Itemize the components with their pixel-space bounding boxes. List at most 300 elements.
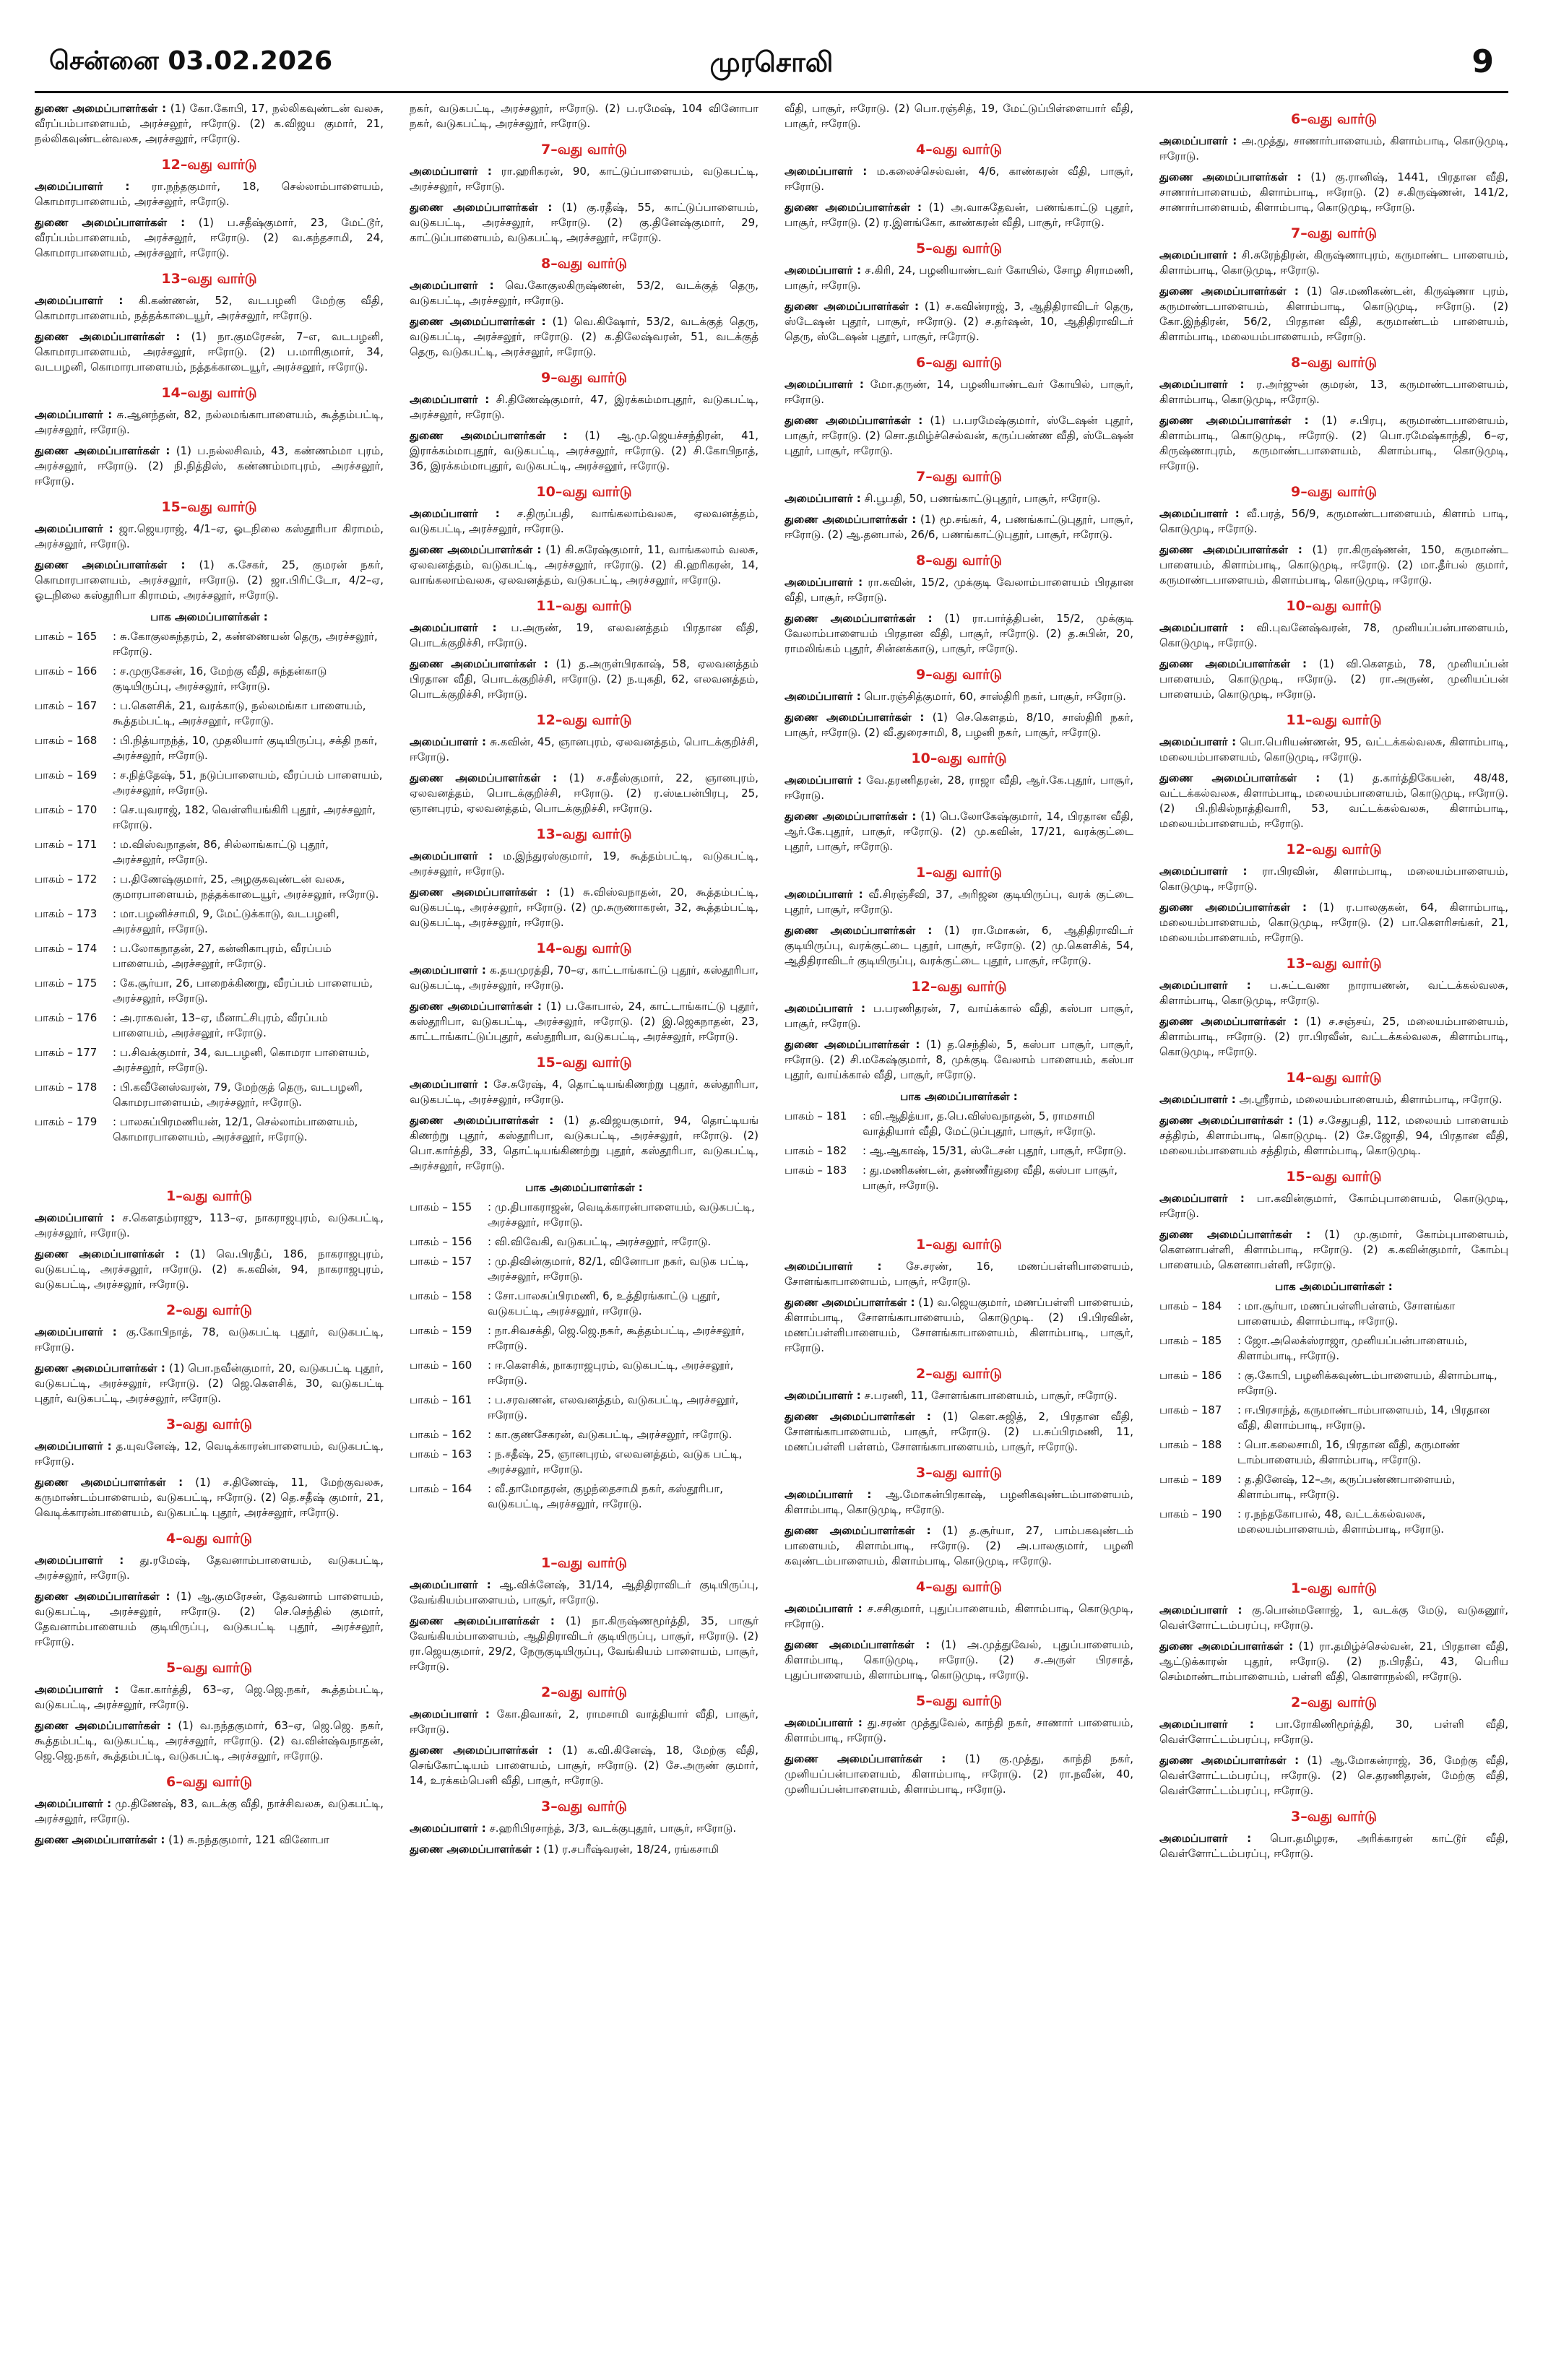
- entry-paragraph: [1159, 620, 1508, 651]
- booth-organiser: : ஆ.ஆகாஷ், 15/31, ஸ்டேசன் புதூர், பாசூர், ஈரோடு.: [863, 1144, 1127, 1157]
- booth-number: பாகம் – 165: [35, 630, 98, 643]
- booth-number: பாகம் – 171: [35, 838, 98, 851]
- role-label: அமைப்பாளர் :: [35, 1211, 116, 1224]
- booth-row: [1159, 1299, 1508, 1329]
- ward-heading: 6–வது வார்டு: [166, 1774, 252, 1790]
- booth-number: பாகம் – 158: [410, 1289, 472, 1302]
- booth-number: பாகம் – 170: [35, 803, 98, 816]
- role-label: அமைப்பாளர் :: [35, 1797, 112, 1810]
- role-label: துணை அமைப்பாளர்கள் :: [785, 1296, 915, 1309]
- role-label: அமைப்பாளர் :: [410, 735, 487, 748]
- section-gap: [1159, 1541, 1508, 1570]
- booth-organiser: : பி.நித்யாநந்த், 10, முதலியார் குடியிருப்பு, சக்தி நகர், அரச்சலூர், ஈரோடு.: [113, 734, 378, 762]
- role-label: துணை அமைப்பாளர்கள் :: [785, 924, 933, 937]
- entry-text: கு.கோபிநாத், 78, வடுகபட்டி புதூர், வடுகபட்டி, ஈரோடு.: [35, 1325, 384, 1354]
- booth-organiser: : கே.சூர்யா, 26, பாறைக்கிணறு, வீரப்பம் பாளையம், அரச்சலூர், ஈரோடு.: [113, 977, 373, 1005]
- entry-paragraph: [35, 1832, 384, 1848]
- entry-text: (1) த.அருள்பிரகாஷ், 58, ஏலவனத்தம் பிரதான வீதி, பொடக்குறிச்சி, ஈரோடு. (2) ந.யுகதி, 62, எலவனத்தம், பொடக்குறிச்சி, ஈரோடு.: [410, 657, 758, 701]
- booth-organiser: : ஈ.கௌசிக், நாகராஜபுரம், வடுகபட்டி, அரச்சலூர், ஈரோடு.: [488, 1359, 734, 1387]
- booth-organiser: : கா.குணசேகரன், வடுகபட்டி, அரச்சலூர், ஈரோடு.: [488, 1428, 732, 1441]
- entry-text: (1) மூ.சங்கர், 4, பணங்காட்டுபுதூர், பாசூர், ஈரோடு. (2) ஆ.தனபால், 26/6, பணங்காட்டுபுதூர், பாசூர், ஈரோடு.: [785, 513, 1133, 541]
- entry-paragraph: [785, 263, 1133, 293]
- role-label: துணை அமைப்பாளர்கள் :: [785, 1638, 930, 1651]
- role-label: துணை அமைப்பாளர்கள் :: [35, 1833, 165, 1846]
- entry-paragraph: [410, 278, 758, 308]
- role-label: அமைப்பாளர் :: [1159, 1718, 1254, 1731]
- entry-text: (1) பெ.லோகேஷ்குமார், 14, பிரதான வீதி, ஆர்.கே.புதூர், பாசூர், ஈரோடு. (2) மு.கவின், 17/21, வரக்குட்டை புதூர், பாசூர், ஈரோடு.: [785, 810, 1133, 853]
- section-subheading: பாக அமைப்பாளர்கள் :: [900, 1090, 1018, 1103]
- role-label: அமைப்பாளர் :: [1159, 507, 1240, 520]
- role-label: துணை அமைப்பாளர்கள் :: [1159, 1228, 1311, 1241]
- entry-text: சே.சரண், 16, மணப்பள்ளிபாளையம், சோளங்காபாளையம், பாசூர், ஈரோடு.: [785, 1260, 1133, 1288]
- entry-text: (1) ப.நல்லசிவம், 43, கண்ணம்மா புரம், அரச்சலூர், ஈரோடு. (2) நி.நித்திஸ், கண்ணம்மாபுரம், அரச்சலூர், ஈரோடு.: [35, 444, 384, 488]
- entry-paragraph: [35, 407, 384, 438]
- role-label: அமைப்பாளர் :: [785, 888, 863, 901]
- entry-paragraph: [785, 1601, 1133, 1632]
- role-label: அமைப்பாளர் :: [1159, 1192, 1245, 1205]
- entry-paragraph: [35, 1718, 384, 1764]
- booth-number: பாகம் – 175: [35, 977, 98, 990]
- entry-paragraph: [785, 512, 1133, 542]
- role-label: துணை அமைப்பாளர்கள் :: [1159, 771, 1321, 784]
- booth-number: பாகம் – 166: [35, 665, 98, 678]
- entry-text: கி.கண்ணன், 52, வடபழனி மேற்கு வீதி, கொமாரபாளையம், நத்தக்காடையூர், அரச்சலூர், ஈரோடு.: [35, 294, 384, 322]
- ward-heading: 10–வது வார்டு: [1286, 598, 1382, 614]
- ward-heading: 11–வது வார்டு: [536, 598, 632, 614]
- role-label: துணை அமைப்பாளர்கள் :: [35, 1719, 172, 1732]
- ward-heading: 9–வது வார்டு: [541, 370, 627, 386]
- booth-organiser: : ம.விஸ்வநாதன், 86, சில்லாங்காட்டு புதூர், அரச்சலூர், ஈரோடு.: [113, 838, 329, 866]
- entry-text: (1) ச.சஞ்சய், 25, மலையம்பாளையம், கிளாம்பாடி, ஈரோடு. (2) ரா.பிரவீன், வட்டக்கல்வலசு, கிளாம்பாடி, கொடுமுடி, ஈரோடு.: [1159, 1015, 1508, 1058]
- role-label: துணை அமைப்பாளர்கள் :: [1159, 543, 1302, 556]
- entry-paragraph: [1159, 413, 1508, 474]
- entry-text: ரா.ஹரிகரன், 90, காட்டுப்பாளையம், வடுகபட்டி, அரச்சலூர், ஈரோடு.: [410, 165, 758, 193]
- ward-heading: 8–வது வார்டு: [541, 256, 627, 272]
- entry-paragraph: [785, 1001, 1133, 1031]
- ward-heading: 14–வது வார்டு: [161, 385, 257, 401]
- role-label: துணை அமைப்பாளர்கள் :: [785, 612, 933, 625]
- entry-paragraph: [1159, 506, 1508, 537]
- booth-number: பாகம் – 177: [35, 1046, 98, 1059]
- role-label: துணை அமைப்பாளர்கள் :: [35, 1590, 170, 1603]
- booth-organiser: : பி.கவீனேஸ்வரன், 79, மேற்குத் தெரு, வடபழனி, கொமரபாளையம், அரச்சலூர், ஈரோடு.: [113, 1081, 363, 1109]
- role-label: துணை அமைப்பாளர்கள் :: [410, 543, 542, 556]
- role-label: துணை அமைப்பாளர்கள் :: [785, 1410, 931, 1423]
- ward-heading: 12–வது வார்டு: [911, 979, 1007, 995]
- role-label: துணை அமைப்பாளர்கள் :: [1159, 285, 1299, 298]
- entry-paragraph: [785, 710, 1133, 740]
- entry-text: (1) த.செந்தில், 5, கஸ்பா பாசூர், பாசூர், ஈரோடு. (2) சி.மகேஷ்குமார், 8, முக்குடி வேலாம் பாளையம், கஸ்பா புதூர், வாய்க்கால் வீதி, பாசூர், ஈரோடு.: [785, 1038, 1133, 1081]
- booth-organiser: : ப.திணேஷ்குமார், 25, அழகுகவுண்டன் வலசு, குமாரபாளையம், நத்தக்காடையூர், அரச்சலூர், ஈரோடு.: [113, 873, 379, 901]
- entry-text: கோ.கார்த்தி, 63–ஏ, ஜெ.ஜெ.நகர், கூத்தம்பட்டி, வடுகபட்டி, அரச்சலூர், ஈரோடு.: [35, 1683, 384, 1711]
- booth-organiser: : ப.சரவணன், எலவனத்தம், வடுகபட்டி, அரச்சலூர், ஈரோடு.: [488, 1393, 739, 1421]
- role-label: துணை அமைப்பாளர்கள் :: [785, 513, 917, 526]
- role-label: அமைப்பாளர் :: [785, 774, 862, 787]
- section-subheading: பாக அமைப்பாளர்கள் :: [1275, 1280, 1393, 1293]
- entry-paragraph: [785, 1388, 1133, 1403]
- entry-paragraph: [1159, 978, 1508, 1008]
- role-label: அமைப்பாளர் :: [785, 576, 863, 589]
- role-label: அமைப்பாளர் :: [35, 1683, 119, 1696]
- entry-text: (1) நா.கிருஷ்ணமூர்த்தி, 35, பாசூர் வேங்கியம்பாளையம், ஆதிதிராவிடர் குடியிருப்பு, பாசூர், ஈரோடு. (2) ரா.ஜெயகுமார், 29/2, நேருகுடியிருப்பு, வேங்கியம் பாளையம், பாசூர், ஈரோடு.: [410, 1614, 758, 1673]
- ward-heading: 4–வது வார்டு: [916, 1579, 1002, 1595]
- ward-heading: 1–வது வார்டு: [916, 865, 1002, 880]
- entry-paragraph: [1159, 864, 1508, 894]
- role-label: துணை அமைப்பாளர்கள் :: [1159, 657, 1307, 670]
- ward-heading: 15–வது வார்டு: [536, 1055, 632, 1070]
- role-label: அமைப்பாளர் :: [35, 408, 113, 421]
- ward-heading: 12–வது வார்டு: [161, 157, 257, 173]
- entry-paragraph: [785, 377, 1133, 407]
- booth-row: [35, 664, 384, 694]
- booth-number: பாகம் – 159: [410, 1324, 472, 1337]
- entry-paragraph: [35, 1211, 384, 1241]
- column-1: [35, 101, 384, 2326]
- booth-row: [410, 1447, 758, 1477]
- role-label: அமைப்பாளர் :: [785, 378, 864, 391]
- booth-organiser: : செ.யுவராஜ், 182, வெள்ளியங்கிரி புதூர், அரச்சலூர், ஈரோடு.: [113, 803, 376, 831]
- booth-number: பாகம் – 155: [410, 1200, 472, 1213]
- booth-number: பாகம் – 181: [785, 1109, 847, 1122]
- booth-row: [35, 906, 384, 937]
- entry-text: (1) கௌ.சுஜித், 2, பிரதான வீதி, சோளங்காபாளையம், பாசூர், ஈரோடு. (2) ப.சுப்பிரமணி, 11, மணப்பள்ளி பள்ளம், சோளங்காபாளையம், பாசூர், ஈரோடு.: [785, 1410, 1133, 1453]
- entry-text: ஜா.ஜெயராஜ், 4/1–ஏ, ஓடநிலை கஸ்தூரிபா கிராமம், அரச்சலூர், ஈரோடு.: [35, 522, 384, 550]
- entry-paragraph: [35, 1439, 384, 1469]
- booth-row: [35, 1080, 384, 1110]
- booth-number: பாகம் – 189: [1159, 1473, 1222, 1486]
- role-label: துணை அமைப்பாளர்கள் :: [785, 1038, 920, 1051]
- role-label: துணை அமைப்பாளர்கள் :: [1159, 901, 1307, 914]
- booth-row: [785, 1163, 1133, 1193]
- role-label: துணை அமைப்பாளர்கள் :: [35, 1247, 180, 1260]
- role-label: அமைப்பாளர் :: [35, 294, 124, 307]
- role-label: துணை அமைப்பாளர்கள் :: [785, 810, 917, 823]
- ward-heading: 3–வது வார்டு: [916, 1465, 1002, 1481]
- role-label: அமைப்பாளர் :: [35, 1440, 112, 1453]
- booth-organiser: : மா.பழனிச்சாமி, 9, மேட்டுக்காடு, வடபழனி, அரச்சலூர், ஈரோடு.: [113, 907, 340, 935]
- ward-heading: 11–வது வார்டு: [1286, 712, 1382, 728]
- entry-paragraph: [410, 542, 758, 588]
- booth-organiser: : ந.சதீஷ், 25, ஞானபுரம், எலவனத்தம், வடுக பட்டி, அரச்சலூர், ஈரோடு.: [488, 1448, 743, 1476]
- role-label: அமைப்பாளர் :: [35, 180, 130, 193]
- entry-text: (1) செ.கௌதம், 8/10, சாஸ்திரி நகர், பாசூர், ஈரோடு. (2) வீ.துரைசாமி, 8, பழனி நகர், பாசூர், ஈரோடு.: [785, 711, 1133, 739]
- entry-paragraph: [785, 1715, 1133, 1746]
- booth-number: பாகம் – 184: [1159, 1299, 1222, 1312]
- role-label: துணை அமைப்பாளர்கள் :: [410, 201, 553, 214]
- entry-text: (1) ப.பரமேஷ்குமார், ஸ்டேஷன் புதூர், பாசூர், ஈரோடு. (2) சொ.தமிழ்ச்செல்வன், கருப்பண்ண வீதி, ஸ்டேஷன் புதூர், பாசூர், ஈரோடு.: [785, 414, 1133, 457]
- ward-heading: 12–வது வார்டு: [1286, 841, 1382, 857]
- entry-paragraph: [410, 200, 758, 246]
- entry-text: (1) ச.பிரபு, கருமாண்டபாளையம், கிளாம்பாடி, கொடுமுடி, ஈரோடு. (2) பொ.ரமேஷ்காந்தி, 6–ஏ, கிருஷ்ணாபுரம், கருமாண்டபாளையம், கிளாம்பாடி, கொடுமுடி, ஈரோடு.: [1159, 414, 1508, 472]
- ward-heading: 9–வது வார்டு: [916, 667, 1002, 683]
- entry-paragraph: [1159, 248, 1508, 278]
- role-label: துணை அமைப்பாளர்கள் :: [410, 1000, 542, 1013]
- ward-heading: 2–வது வார்டு: [1291, 1695, 1377, 1710]
- page-number: 9: [1471, 43, 1494, 80]
- entry-paragraph: [1159, 284, 1508, 345]
- ward-heading: 3–வது வார்டு: [541, 1799, 627, 1814]
- entry-paragraph: [785, 1259, 1133, 1289]
- entry-paragraph: [410, 314, 758, 360]
- entry-text: (1) ப.சதீஷ்குமார், 23, மேட்டூர், வீரப்பம்பாளையம், அரச்சலூர், ஈரோடு. (2) வ.கந்தசாமி, 24, கொமாரபாளையம், அரச்சலூர், ஈரோடு.: [35, 216, 384, 259]
- entry-text: நகர், வடுகபட்டி, அரச்சலூர், ஈரோடு. (2) ப.ரமேஷ், 104 வினோபா நகர், வடுகபட்டி, அரச்சலூர், ஈரோடு.: [410, 102, 758, 130]
- entry-paragraph: [35, 1361, 384, 1406]
- booth-row: [35, 802, 384, 833]
- entry-paragraph: [1159, 134, 1508, 164]
- booth-organiser: : வீ.தாமோதரன், குழந்தைசாமி நகர், கஸ்தூரிபா, வடுகபட்டி, அரச்சலூர், ஈரோடு.: [488, 1482, 723, 1510]
- entry-paragraph: [410, 428, 758, 474]
- entry-text: அ.முத்து, சாணார்பாளையம், கிளாம்பாடி, கொடுமுடி, ஈரோடு.: [1159, 134, 1508, 163]
- role-label: துணை அமைப்பாளர்கள் :: [410, 315, 546, 328]
- entry-paragraph: [35, 215, 384, 261]
- entry-text: ரா.பிரவின், கிளாம்பாடி, மலையம்பாளையம், கொடுமுடி, ஈரோடு.: [1159, 865, 1508, 893]
- entry-paragraph: [410, 849, 758, 879]
- entry-text: (1) மு.குமார், கோம்புபாளையம், கௌனாபள்ளி, கிளாம்பாடி, ஈரோடு. (2) க.கவின்குமார், கோம்பு பாளையம், கௌனாபள்ளி, ஈரோடு.: [1159, 1228, 1508, 1271]
- entry-paragraph: [1159, 1831, 1508, 1861]
- entry-text: (1) சு.நந்தகுமார், 121 வினோபா: [168, 1833, 329, 1846]
- ward-heading: 13–வது வார்டு: [161, 271, 257, 287]
- entry-paragraph: [35, 558, 384, 603]
- booth-organiser: : ர.நந்தகோபால், 48, வட்டக்கல்வலசு, மலையம்பாளையம், கிளாம்பாடி, ஈரோடு.: [1237, 1507, 1445, 1536]
- booth-organiser: : ஜோ.அலெக்ஸ்ராஜா, முனியப்பன்பாளையம், கிளாம்பாடி, ஈரோடு.: [1237, 1334, 1468, 1362]
- ward-heading: 13–வது வார்டு: [536, 826, 632, 842]
- role-label: அமைப்பாளர் :: [410, 964, 486, 977]
- booth-row: [1159, 1437, 1508, 1468]
- entry-paragraph: [785, 164, 1133, 194]
- ward-heading: 1–வது வார்டு: [1291, 1580, 1377, 1596]
- role-label: துணை அமைப்பாளர்கள் :: [1159, 1114, 1293, 1127]
- entry-paragraph: [1159, 1191, 1508, 1221]
- entry-paragraph: [410, 1614, 758, 1674]
- booth-row: [35, 837, 384, 867]
- column-4: [1159, 101, 1508, 2326]
- booth-organiser: : ப.கௌசிக், 21, வரக்காடு, நல்லமங்கா பாளையம், கூத்தம்பட்டி, அரச்சலூர், ஈரோடு.: [113, 699, 366, 727]
- booth-organiser: : நா.சிவசக்தி, ஜெ.ஜெ.நகர், கூத்தம்பட்டி, அரச்சலூர், ஈரோடு.: [488, 1324, 745, 1352]
- booth-row: [35, 872, 384, 902]
- booth-organiser: : சு.கோகுலசுந்தரம், 2, கண்ணையன் தெரு, அரச்சலூர், ஈரோடு.: [113, 630, 378, 658]
- entry-text: ம.இந்துரஸ்குமார், 19, கூத்தம்பட்டி, வடுகபட்டி, அரச்சலூர், ஈரோடு.: [410, 849, 758, 878]
- entry-paragraph: [35, 179, 384, 209]
- booth-number: பாகம் – 162: [410, 1428, 472, 1441]
- booth-number: பாகம் – 173: [35, 907, 98, 920]
- booth-organiser: : ச.முருகேசன், 16, மேற்கு வீதி, சுந்தன்காடு குடியிருப்பு, அரச்சலூர், ஈரோடு.: [113, 665, 327, 693]
- booth-organiser: : து.மணிகண்டன், தண்ணீர்துரை வீதி, கஸ்பா பாசூர், பாசூர், ஈரோடு.: [863, 1164, 1118, 1192]
- ward-heading: 2–வது வார்டு: [541, 1684, 627, 1700]
- entry-paragraph: [785, 1752, 1133, 1797]
- entry-text: (1) சு.விஸ்வநாதன், 20, கூத்தம்பட்டி, வடுகபட்டி, அரச்சலூர், ஈரோடு. (2) மு.சுருணாகரன், 32, கூத்தம்பட்டி, வடுகபட்டி, அரச்சலூர், ஈரோடு.: [410, 886, 758, 929]
- entry-text: மோ.தருண், 14, பழனியாண்டவர் கோயில், பாசூர், ஈரோடு.: [785, 378, 1133, 406]
- booth-number: பாகம் – 179: [35, 1115, 98, 1128]
- role-label: அமைப்பாளர் :: [410, 621, 497, 634]
- entry-paragraph: [410, 1821, 758, 1836]
- role-label: அமைப்பாளர் :: [785, 1716, 863, 1729]
- entry-text: பொ.பெரியண்ணன், 95, வட்டக்கல்வலசு, கிளாம்பாடி, மலையம்பாளையம், கொடுமுடி, ஈரோடு.: [1159, 735, 1508, 763]
- booth-organiser: : ப.லோகநாதன், 27, கன்னிகாபுரம், வீரப்பம் பாளையம், அரச்சலூர், ஈரோடு.: [113, 942, 332, 970]
- role-label: துணை அமைப்பாளர்கள் :: [1159, 414, 1309, 427]
- section-gap: [410, 1516, 758, 1545]
- entry-text: வீ.பரத், 56/9, கருமாண்டபாளையம், கிளாம் பாடி, கொடுமுடி, ஈரோடு.: [1159, 507, 1508, 535]
- ward-heading: 5–வது வார்டு: [916, 241, 1002, 256]
- ward-heading: 7–வது வார்டு: [541, 142, 627, 157]
- role-label: அமைப்பாளர் :: [785, 1002, 865, 1015]
- booth-number: பாகம் – 182: [785, 1144, 847, 1157]
- role-label: துணை அமைப்பாளர்கள் :: [410, 657, 548, 670]
- role-label: அமைப்பாளர் :: [1159, 735, 1237, 748]
- booth-organiser: : ச.நித்தேஷ், 51, நடுப்பாளையம், வீரப்பம் பாளையம், அரச்சலூர், ஈரோடு.: [113, 769, 383, 797]
- booth-number: பாகம் – 186: [1159, 1369, 1222, 1382]
- role-label: அமைப்பாளர் :: [785, 1488, 872, 1501]
- booth-organiser: : பொ.கலைசாமி, 16, பிரதான வீதி, கருமாண் டாம்பாளையம், கிளாம்பாடி, ஈரோடு.: [1237, 1438, 1460, 1466]
- entry-paragraph: [1159, 1639, 1508, 1684]
- column-3: [785, 101, 1133, 2326]
- booth-number: பாகம் – 160: [410, 1359, 472, 1372]
- entry-paragraph: [785, 1295, 1133, 1356]
- ward-heading: 14–வது வார்டு: [536, 940, 632, 956]
- booth-organiser: : சோ.பாலசுப்பிரமணி, 6, உத்திரங்காட்டு புதூர், வடுகபட்டி, அரச்சலூர், ஈரோடு.: [488, 1289, 720, 1317]
- entry-paragraph: [1159, 170, 1508, 215]
- booth-organiser: : வி.விவேகி, வடுகபட்டி, அரச்சலூர், ஈரோடு.: [488, 1235, 712, 1248]
- booth-row: [785, 1143, 1133, 1159]
- entry-paragraph: [35, 101, 384, 147]
- entry-paragraph: [35, 522, 384, 552]
- entry-text: ச.ஹரிபிரசாந்த், 3/3, வடக்குபுதூர், பாசூர், ஈரோடு.: [489, 1822, 737, 1835]
- ward-heading: 8–வது வார்டு: [916, 553, 1002, 568]
- booth-row: [35, 629, 384, 659]
- booth-number: பாகம் – 190: [1159, 1507, 1222, 1520]
- role-label: அமைப்பாளர் :: [1159, 1093, 1236, 1106]
- role-label: அமைப்பாளர் :: [35, 522, 113, 535]
- ward-heading: 15–வது வார்டு: [1286, 1169, 1382, 1185]
- entry-paragraph: [1159, 1603, 1508, 1633]
- role-label: அமைப்பாளர் :: [1159, 1832, 1252, 1845]
- role-label: துணை அமைப்பாளர்கள் :: [410, 1744, 553, 1757]
- ward-heading: 4–வது வார்டு: [166, 1531, 252, 1546]
- booth-number: பாகம் – 172: [35, 873, 98, 886]
- role-label: அமைப்பாளர் :: [1159, 248, 1237, 261]
- entry-paragraph: [35, 1247, 384, 1292]
- entry-paragraph: [785, 1637, 1133, 1683]
- entry-text: ப.சுட்டவண நாராயணன், வட்டக்கல்வலசு, கிளாம்பாடி, கொடுமுடி, ஈரோடு.: [1159, 979, 1508, 1007]
- booth-row: [785, 1109, 1133, 1139]
- entry-text: (1) கு.முத்து, காந்தி நகர், முனியப்பன்பாளையம், கிளாம்பாடி, ஈரோடு. (2) ரா.நவீன், 40, முனியப்பன்பாளையம், கிளாம்பாடி, ஈரோடு.: [785, 1752, 1133, 1796]
- ward-heading: 7–வது வார்டு: [1291, 225, 1377, 241]
- entry-paragraph: [785, 809, 1133, 854]
- role-label: துணை அமைப்பாளர்கள் :: [410, 771, 558, 784]
- entry-text: மு.திணேஷ், 83, வடக்கு வீதி, நாச்சிவலசு, வடுகபட்டி, அரச்சலூர், ஈரோடு.: [35, 1797, 384, 1825]
- booth-number: பாகம் – 164: [410, 1482, 472, 1495]
- entry-paragraph: [1159, 771, 1508, 831]
- entry-text: (1) ரா.கிருஷ்ணன், 150, கருமாண்ட பாளையம், கிளாம்பாடி, கொடுமுடி, ஈரோடு. (2) மா.தீர்பல் குமார், கருமாண்டபாளையம், கிளாம்பாடி, கொடுமுடி, ஈரோடு.: [1159, 543, 1508, 587]
- entry-text: பொ.ரஞ்சித்குமார், 60, சாஸ்திரி நகர், பாசூர், ஈரோடு.: [864, 690, 1126, 703]
- booth-row: [1159, 1403, 1508, 1433]
- column-2: [410, 101, 758, 2326]
- entry-text: ஆ.மோகன்பிரகாஷ், பழனிகவுண்டம்பாளையம், கிளாம்பாடி, கொடுமுடி, ஈரோடு.: [785, 1488, 1133, 1516]
- ward-heading: 1–வது வார்டு: [166, 1188, 252, 1204]
- booth-organiser: : மு.திபாகராஜன், வெடிக்காரன்பாளையம், வடுகபட்டி, அரச்சலூர், ஈரோடு.: [488, 1200, 755, 1229]
- booth-row: [1159, 1368, 1508, 1398]
- booth-organiser: : ப.சிவக்குமார், 34, வடபழனி, கொமரா பாளையம், அரச்சலூர், ஈரோடு.: [113, 1046, 370, 1074]
- booth-row: [410, 1289, 758, 1319]
- entry-paragraph: [785, 413, 1133, 459]
- ward-heading: 1–வது வார்டு: [916, 1237, 1002, 1252]
- entry-paragraph: [410, 771, 758, 816]
- role-label: அமைப்பாளர் :: [785, 264, 862, 277]
- role-label: துணை அமைப்பாளர்கள் :: [410, 1614, 555, 1627]
- entry-paragraph: [785, 689, 1133, 704]
- role-label: அமைப்பாளர் :: [35, 1554, 124, 1567]
- entry-paragraph: [785, 200, 1133, 230]
- ward-heading: 1–வது வார்டு: [541, 1555, 627, 1571]
- booth-number: பாகம் – 187: [1159, 1403, 1222, 1416]
- role-label: அமைப்பாளர் :: [785, 1260, 882, 1273]
- entry-paragraph: [410, 657, 758, 702]
- entry-text: (1) செ.மணிகண்டன், கிருஷ்ணா புரம், கருமாண்டபாளையம், கிளாம்பாடி, கொடுமுடி, ஈரோடு. (2) கோ.இந்திரன், 56/2, பிரதான வீதி, கருமாண்டம் பாளையம், கிளாம்பாடி, மலையம்பாளையம், ஈரோடு.: [1159, 285, 1508, 343]
- booth-number: பாகம் – 156: [410, 1235, 472, 1248]
- entry-paragraph: [410, 885, 758, 930]
- section-subheading: பாக அமைப்பாளர்கள் :: [150, 610, 268, 623]
- booth-organiser: : அ.ராகவன், 13–ஏ, மீனாட்சிபுரம், வீரப்பம் பாளையம், அரச்சலூர், ஈரோடு.: [113, 1011, 328, 1039]
- booth-row: [410, 1323, 758, 1354]
- booth-organiser: : ஈ.பிரசாந்த், கருமாண்டாம்பாளையம், 14, பிரதான வீதி, கிளாம்பாடி, ஈரோடு.: [1237, 1403, 1490, 1432]
- entry-text: (1) வ.நந்தகுமார், 63–ஏ, ஜெ.ஜெ. நகர், கூத்தம்பட்டி, வடுகபட்டி, அரச்சலூர், ஈரோடு. (2) வ.வின்ஷ்வநாதன், ஜெ.ஜெ.நகர், கூத்தம்பட்டி, வடுகபட்டி, அரச்சலூர், ஈரோடு.: [35, 1719, 384, 1762]
- entry-paragraph: [35, 329, 384, 375]
- booth-row: [410, 1393, 758, 1423]
- booth-number: பாகம் – 174: [35, 942, 98, 955]
- entry-text: (1) ப.கோபால், 24, காட்டாங்காட்டு புதூர், கஸ்தூரிபா, வடுகபட்டி, அரச்சலூர், ஈரோடு. (2) இ.ஜெகநாதன், 23, காட்டாங்காட்டுப்புதூர், கஸ்தூரிபா, வடுகபட்டி, அரச்சலூர், ஈரோடு.: [410, 1000, 758, 1043]
- role-label: துணை அமைப்பாளர்கள் :: [785, 1524, 931, 1537]
- entry-text: (1) ச.கவின்ராஜ், 3, ஆதிதிராவிடர் தெரு, ஸ்டேஷன் புதூர், பாசூர், ஈரோடு. (2) ச.தர்ஷன், 10, ஆதிதிராவிடர் தெரு, ஸ்டேஷன் புதூர், பாசூர், ஈரோடு.: [785, 300, 1133, 343]
- role-label: துணை அமைப்பாளர்கள் :: [35, 102, 167, 115]
- ward-heading: 15–வது வார்டு: [161, 499, 257, 515]
- booth-number: பாகம் – 168: [35, 734, 98, 747]
- entry-paragraph: [410, 620, 758, 651]
- booth-row: [1159, 1507, 1508, 1537]
- booth-row: [35, 698, 384, 729]
- booth-number: பாகம் – 178: [35, 1081, 98, 1094]
- role-label: அமைப்பாளர் :: [1159, 865, 1248, 878]
- entry-paragraph: [785, 611, 1133, 657]
- entry-text: (1) த.சூர்யா, 27, பாம்பகவுண்டம் பாளையம், கிளாம்பாடி, ஈரோடு. (2) அ.பாலகுமார், பழனி கவுண்டம்பாளையம், கிளாம்பாடி, கொடுமுடி, ஈரோடு.: [785, 1524, 1133, 1567]
- role-label: அமைப்பாளர் :: [785, 1389, 861, 1402]
- role-label: துணை அமைப்பாளர்கள் :: [785, 711, 925, 724]
- entry-paragraph: [785, 575, 1133, 605]
- entry-text: (1) ரா.பார்த்திபன், 15/2, முக்குடி வேலாம்பாளையம் பிரதான வீதி, பாசூர், ஈரோடு. (2) த.சுபின், 20, ராமலிங்கம் புதூர், சின்னக்காடு, பாசூர், ஈரோடு.: [785, 612, 1133, 655]
- entry-paragraph: [410, 164, 758, 194]
- role-label: அமைப்பாளர் :: [410, 393, 490, 406]
- entry-text: சி.சுரேந்திரன், கிருஷ்ணாபுரம், கருமாண்ட பாளையம், கிளாம்பாடி, கொடுமுடி, ஈரோடு.: [1159, 248, 1508, 277]
- entry-text: ஆ.விக்னேஷ், 31/14, ஆதிதிராவிடர் குடியிருப்பு, வேங்கியம்பாளையம், பாசூர், ஈரோடு.: [410, 1578, 758, 1606]
- role-label: அமைப்பாளர் :: [1159, 1604, 1242, 1617]
- entry-text: (1) ச.சேதுபதி, 112, மலையம் பாளையம் சத்திரம், கிளாம்பாடி, கொடுமுடி. (2) சே.ஜோதி, 94, பிரதான வீதி, மலையம்பாளையம் சத்திரம், கிளாம்பாடி, கொடுமுடி.: [1159, 1114, 1508, 1157]
- role-label: துணை அமைப்பாளர்கள் :: [785, 414, 923, 427]
- entry-text: ச.திருப்பதி, வாங்கலாம்வலசு, ஏலவனத்தம், வடுகபட்டி, அரச்சலூர், ஈரோடு.: [410, 507, 758, 535]
- entry-paragraph: [410, 1578, 758, 1608]
- entry-paragraph: [35, 1325, 384, 1355]
- ward-heading: 3–வது வார்டு: [166, 1416, 252, 1432]
- role-label: அமைப்பாளர் :: [410, 165, 492, 178]
- entry-text: ப.பரணிதரன், 7, வாய்க்கால் வீதி, கஸ்பா பாசூர், பாசூர், ஈரோடு.: [785, 1002, 1133, 1030]
- booth-number: பாகம் – 185: [1159, 1334, 1222, 1347]
- entry-paragraph: [785, 1523, 1133, 1569]
- section-subheading: பாக அமைப்பாளர்கள் :: [525, 1181, 643, 1194]
- entry-text: (1) வெ.பிரதீப், 186, நாகராஜபுரம், வடுகபட்டி, அரச்சலூர், ஈரோடு. (2) சு.கவின், 94, நாகராஜபுரம், வடுகபட்டி, அரச்சலூர், ஈரோடு.: [35, 1247, 384, 1291]
- entry-text: சு.கவின், 45, ஞானபுரம், ஏலவனத்தம், பொடக்குறிச்சி, ஈரோடு.: [410, 735, 758, 763]
- ward-heading: 3–வது வார்டு: [1291, 1809, 1377, 1825]
- entry-paragraph: [410, 1743, 758, 1788]
- entry-paragraph: [785, 1409, 1133, 1455]
- entry-text: ச.சசிகுமார், புதுப்பாளையம், கிளாம்பாடி, கொடுமுடி, ஈரோடு.: [785, 1602, 1133, 1630]
- entry-text: (1) த.கார்த்திகேயன், 48/48, வட்டக்கல்வலசு, கிளாம்பாடி, மலையம்பாளையம், கொடுமுடி, ஈரோடு. (2) பி.நிகில்நாத்திவாரி, 53, வட்டக்கல்வலசு, கிளாம்பாடி, மலையம்பாளையம், ஈரோடு.: [1159, 771, 1508, 830]
